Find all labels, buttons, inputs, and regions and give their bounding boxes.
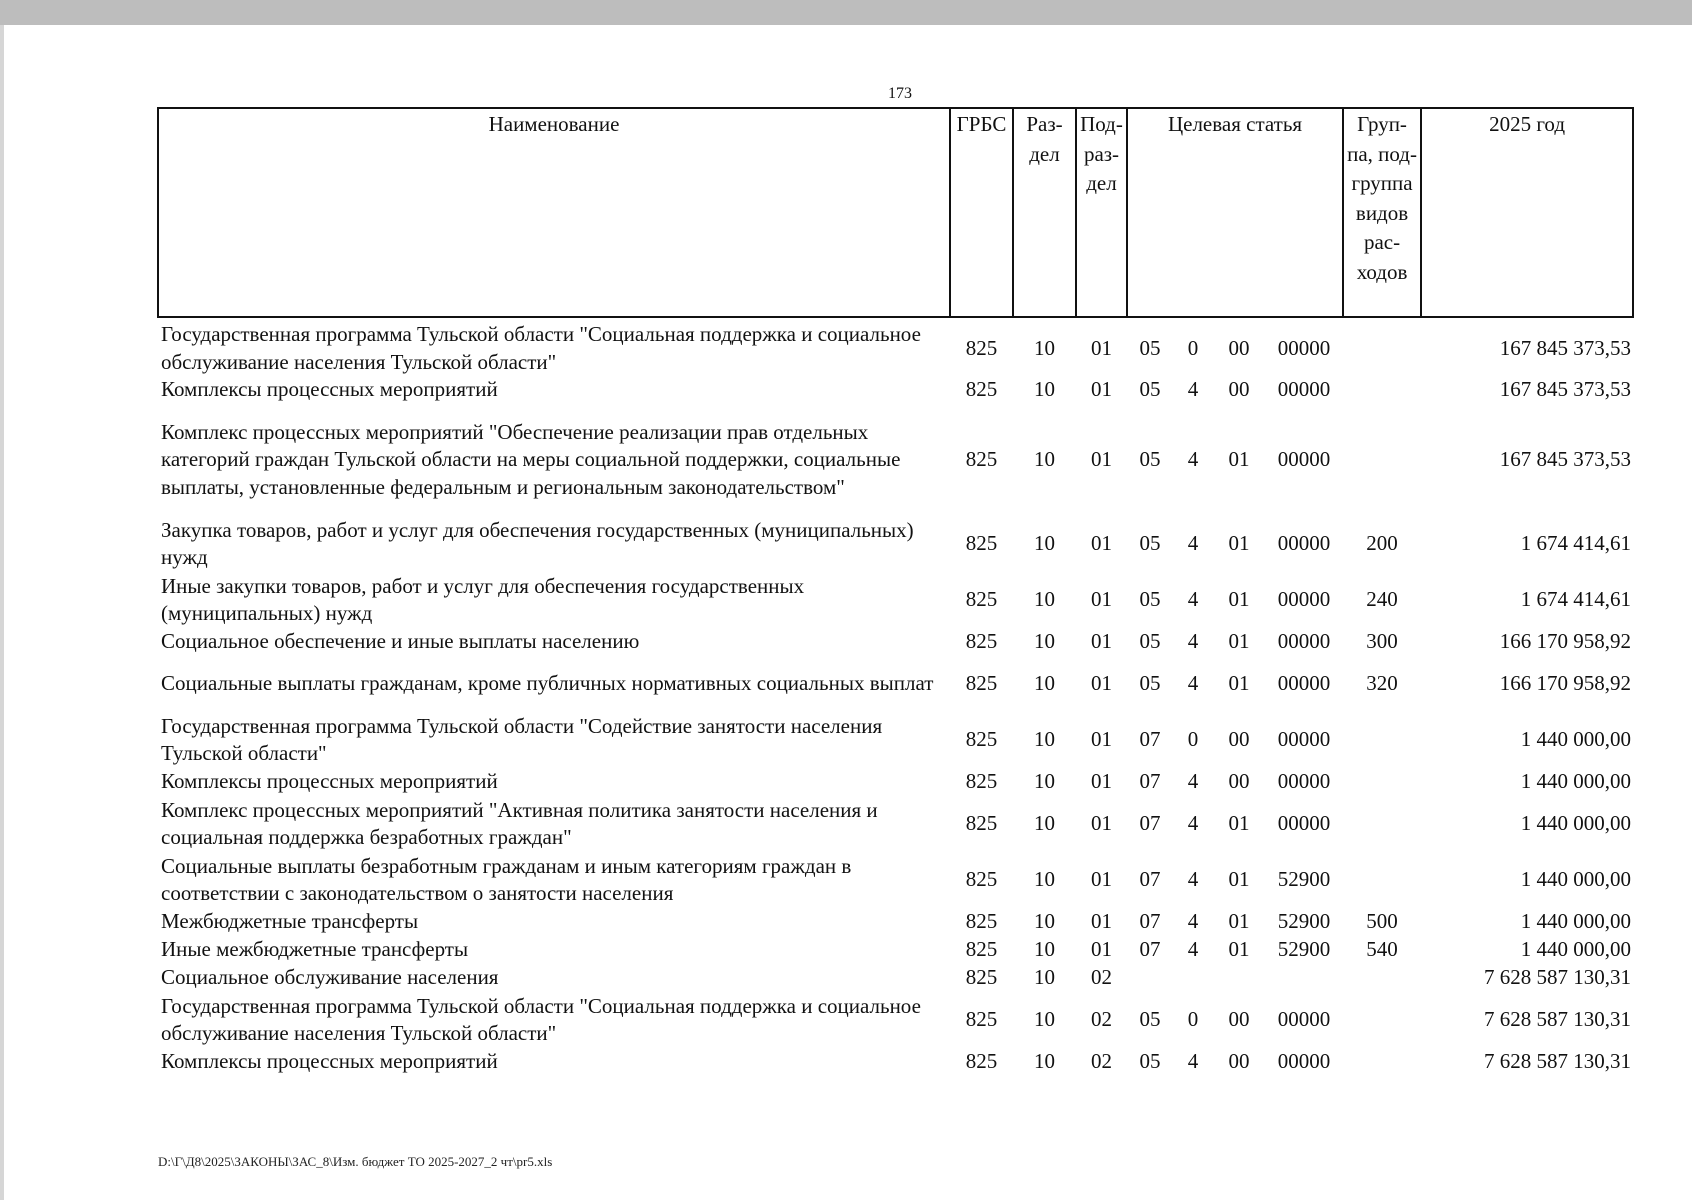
cell-target-program: 05 xyxy=(1139,447,1161,472)
cell-expense-group xyxy=(1343,852,1421,908)
cell-target-program: 05 xyxy=(1139,377,1161,402)
cell-name: Комплексы процессных мероприятий xyxy=(161,377,498,402)
cell-podrazdel: 01 xyxy=(1091,937,1112,962)
header-expense-group: Груп- па, под- группа видов рас- ходов xyxy=(1343,108,1421,317)
cell-podrazdel: 02 xyxy=(1091,965,1112,990)
table-body xyxy=(158,317,1633,1076)
cell-target-subprogram: 00 xyxy=(1228,1049,1250,1074)
cell-name: Комплексы процессных мероприятий xyxy=(161,769,498,794)
budget-table xyxy=(157,107,1634,1076)
cell-target-type: 4 xyxy=(1187,447,1199,472)
cell-amount: 166 170 958,92 xyxy=(1499,629,1632,654)
table-row xyxy=(158,852,1633,908)
cell-target-program: 07 xyxy=(1139,937,1161,962)
cell-grbs: 825 xyxy=(965,531,998,556)
cell-razdel: 10 xyxy=(1034,671,1055,696)
cell-podrazdel: 01 xyxy=(1091,629,1112,654)
cell-podrazdel: 01 xyxy=(1091,909,1112,934)
cell-target-program: 05 xyxy=(1139,1049,1161,1074)
cell-expense-group xyxy=(1343,1048,1421,1076)
cell-target-direction: 00000 xyxy=(1277,769,1331,794)
cell-target-direction: 00000 xyxy=(1277,727,1331,752)
cell-target-subprogram: 00 xyxy=(1228,727,1250,752)
table-row xyxy=(158,656,1633,712)
cell-grbs: 825 xyxy=(965,965,998,990)
cell-amount: 167 845 373,53 xyxy=(1499,447,1632,472)
cell-target-subprogram: 00 xyxy=(1228,377,1250,402)
table-row xyxy=(158,964,1633,992)
cell-target-program: 07 xyxy=(1139,811,1161,836)
header-grbs: ГРБС xyxy=(950,108,1013,317)
cell-target-subprogram: 01 xyxy=(1228,447,1250,472)
cell-target-type: 4 xyxy=(1187,587,1199,612)
cell-podrazdel: 01 xyxy=(1091,769,1112,794)
cell-name: Социальные выплаты безработным гражданам и иным категориям граждан в соответствии с законодательством о занятости населения xyxy=(161,853,852,905)
cell-grbs: 825 xyxy=(965,335,998,360)
cell-expense-group: 540 xyxy=(1366,937,1398,962)
cell-name: Государственная программа Тульской области "Социальная поддержка и социальное обслуживание населения Тульской области" xyxy=(161,993,921,1045)
cell-target-direction: 00000 xyxy=(1277,811,1331,836)
cell-razdel: 10 xyxy=(1034,727,1055,752)
cell-amount: 1 440 000,00 xyxy=(1520,811,1632,836)
cell-target-type: 4 xyxy=(1187,867,1199,892)
cell-target-direction: 00000 xyxy=(1277,447,1331,472)
cell-target-direction: 00000 xyxy=(1277,629,1331,654)
cell-amount: 166 170 958,92 xyxy=(1499,671,1632,696)
cell-expense-group: 500 xyxy=(1366,909,1398,934)
cell-target-subprogram: 00 xyxy=(1228,1007,1250,1032)
cell-expense-group xyxy=(1343,376,1421,404)
cell-podrazdel: 01 xyxy=(1091,671,1112,696)
cell-podrazdel: 01 xyxy=(1091,531,1112,556)
cell-grbs: 825 xyxy=(965,937,998,962)
table-row xyxy=(158,1048,1633,1076)
cell-grbs: 825 xyxy=(965,671,998,696)
cell-target-direction: 00000 xyxy=(1277,1007,1331,1032)
cell-amount: 1 440 000,00 xyxy=(1520,937,1632,962)
cell-podrazdel: 01 xyxy=(1091,335,1112,360)
cell-target-program: 07 xyxy=(1139,909,1161,934)
cell-target-subprogram: 00 xyxy=(1228,769,1250,794)
cell-expense-group xyxy=(1343,796,1421,852)
cell-target-program: 07 xyxy=(1139,727,1161,752)
cell-name: Социальные выплаты гражданам, кроме публичных нормативных социальных выплат xyxy=(161,671,934,696)
table-row xyxy=(158,796,1633,852)
cell-target-subprogram: 01 xyxy=(1228,909,1250,934)
cell-target-subprogram: 01 xyxy=(1228,937,1250,962)
cell-target-type xyxy=(1173,964,1213,992)
table-row xyxy=(158,768,1633,796)
cell-target-type: 4 xyxy=(1187,531,1199,556)
table-row xyxy=(158,628,1633,656)
cell-grbs: 825 xyxy=(965,447,998,472)
cell-name: Иные закупки товаров, работ и услуг для обеспечения государственных (муниципальных) нужд xyxy=(161,573,805,625)
table-row xyxy=(158,712,1633,768)
cell-target-type: 4 xyxy=(1187,629,1199,654)
header-target-article: Целевая статья xyxy=(1127,108,1343,317)
cell-razdel: 10 xyxy=(1034,867,1055,892)
cell-name: Закупка товаров, работ и услуг для обеспечения государственных (муниципальных) нужд xyxy=(161,517,914,569)
cell-razdel: 10 xyxy=(1034,937,1055,962)
cell-target-program: 05 xyxy=(1139,531,1161,556)
cell-razdel: 10 xyxy=(1034,587,1055,612)
cell-razdel: 10 xyxy=(1034,909,1055,934)
cell-amount: 7 628 587 130,31 xyxy=(1484,965,1632,990)
cell-target-type: 0 xyxy=(1187,335,1199,360)
cell-target-subprogram: 01 xyxy=(1228,671,1250,696)
cell-amount: 1 440 000,00 xyxy=(1520,867,1632,892)
cell-grbs: 825 xyxy=(965,1007,998,1032)
cell-target-type: 4 xyxy=(1187,671,1199,696)
cell-expense-group: 200 xyxy=(1366,531,1398,556)
table-row xyxy=(158,992,1633,1048)
table-row xyxy=(158,317,1633,376)
cell-razdel: 10 xyxy=(1034,965,1055,990)
cell-grbs: 825 xyxy=(965,769,998,794)
cell-target-subprogram: 01 xyxy=(1228,587,1250,612)
cell-amount: 167 845 373,53 xyxy=(1499,335,1632,360)
cell-podrazdel: 01 xyxy=(1091,727,1112,752)
table-row xyxy=(158,376,1633,404)
table-header-row xyxy=(158,108,1633,317)
cell-target-program: 05 xyxy=(1139,1007,1161,1032)
cell-target-type: 4 xyxy=(1187,769,1199,794)
cell-name: Социальное обслуживание населения xyxy=(161,965,499,990)
cell-target-direction: 52900 xyxy=(1277,867,1331,892)
cell-grbs: 825 xyxy=(965,629,998,654)
cell-expense-group: 320 xyxy=(1366,671,1398,696)
cell-target-direction xyxy=(1265,964,1343,992)
cell-razdel: 10 xyxy=(1034,1007,1055,1032)
cell-target-subprogram: 01 xyxy=(1228,629,1250,654)
cell-razdel: 10 xyxy=(1034,531,1055,556)
cell-target-type: 4 xyxy=(1187,909,1199,934)
cell-target-type: 4 xyxy=(1187,1049,1199,1074)
cell-target-direction: 00000 xyxy=(1277,335,1331,360)
cell-razdel: 10 xyxy=(1034,811,1055,836)
scan-left-edge xyxy=(0,25,4,1200)
cell-expense-group: 240 xyxy=(1366,587,1398,612)
cell-name: Государственная программа Тульской области "Содействие занятости населения Тульской области" xyxy=(161,713,883,765)
cell-podrazdel: 02 xyxy=(1091,1007,1112,1032)
cell-target-program: 07 xyxy=(1139,867,1161,892)
cell-target-direction: 00000 xyxy=(1277,671,1331,696)
footer-file-path: D:\Г\Д8\2025\ЗАКОНЫ\ЗАС_8\Изм. бюджет ТО 2025-2027_2 чт\pr5.xls xyxy=(158,1154,553,1169)
cell-expense-group xyxy=(1343,317,1421,376)
table-row xyxy=(158,572,1633,628)
cell-amount: 1 674 414,61 xyxy=(1520,587,1632,612)
cell-razdel: 10 xyxy=(1034,629,1055,654)
cell-amount: 167 845 373,53 xyxy=(1499,377,1632,402)
cell-target-type: 4 xyxy=(1187,377,1199,402)
scan-top-band xyxy=(0,0,1692,25)
table-row xyxy=(158,908,1633,936)
cell-razdel: 10 xyxy=(1034,769,1055,794)
cell-target-subprogram: 01 xyxy=(1228,531,1250,556)
cell-grbs: 825 xyxy=(965,909,998,934)
table-row xyxy=(158,516,1633,572)
cell-amount: 1 440 000,00 xyxy=(1520,909,1632,934)
cell-amount: 7 628 587 130,31 xyxy=(1484,1007,1632,1032)
cell-grbs: 825 xyxy=(965,587,998,612)
cell-target-type: 0 xyxy=(1187,727,1199,752)
cell-amount: 1 440 000,00 xyxy=(1520,769,1632,794)
cell-podrazdel: 01 xyxy=(1091,447,1112,472)
cell-target-direction: 52900 xyxy=(1277,909,1331,934)
cell-target-subprogram: 00 xyxy=(1228,335,1250,360)
cell-name: Государственная программа Тульской области "Социальная поддержка и социальное обслуживание населения Тульской области" xyxy=(161,322,921,374)
cell-amount: 7 628 587 130,31 xyxy=(1484,1049,1632,1074)
cell-name: Комплекс процессных мероприятий "Обеспечение реализации прав отдельных категорий граждан Тульской области на меры социальной поддержки, социальные выплаты, установленные федеральным и региональным законодательством" xyxy=(161,419,901,499)
cell-razdel: 10 xyxy=(1034,377,1055,402)
cell-expense-group xyxy=(1343,712,1421,768)
cell-expense-group xyxy=(1343,964,1421,992)
header-year-2025: 2025 год xyxy=(1421,108,1633,317)
cell-target-program xyxy=(1127,964,1173,992)
budget-table-wrapper xyxy=(157,107,1634,1076)
cell-razdel: 10 xyxy=(1034,335,1055,360)
cell-grbs: 825 xyxy=(965,1049,998,1074)
cell-name: Комплекс процессных мероприятий "Активная политика занятости населения и социальная поддержка безработных граждан" xyxy=(161,797,878,849)
cell-target-program: 05 xyxy=(1139,587,1161,612)
cell-razdel: 10 xyxy=(1034,447,1055,472)
cell-grbs: 825 xyxy=(965,867,998,892)
cell-podrazdel: 01 xyxy=(1091,867,1112,892)
cell-name: Межбюджетные трансферты xyxy=(161,909,419,934)
cell-razdel: 10 xyxy=(1034,1049,1055,1074)
table-row xyxy=(158,936,1633,964)
cell-target-subprogram: 01 xyxy=(1228,811,1250,836)
cell-expense-group: 300 xyxy=(1366,629,1398,654)
cell-target-direction: 00000 xyxy=(1277,377,1331,402)
page-number: 173 xyxy=(888,85,912,102)
cell-podrazdel: 02 xyxy=(1091,1049,1112,1074)
cell-expense-group xyxy=(1343,992,1421,1048)
cell-target-program: 05 xyxy=(1139,629,1161,654)
header-razdel: Раз- дел xyxy=(1013,108,1076,317)
cell-name: Социальное обеспечение и иные выплаты населению xyxy=(161,629,640,654)
cell-target-program: 05 xyxy=(1139,671,1161,696)
header-name: Наименование xyxy=(158,108,950,317)
cell-amount: 1 674 414,61 xyxy=(1520,531,1632,556)
cell-target-type: 4 xyxy=(1187,811,1199,836)
cell-podrazdel: 01 xyxy=(1091,811,1112,836)
cell-amount: 1 440 000,00 xyxy=(1520,727,1632,752)
cell-name: Комплексы процессных мероприятий xyxy=(161,1049,498,1074)
cell-target-direction: 00000 xyxy=(1277,1049,1331,1074)
cell-target-type: 0 xyxy=(1187,1007,1199,1032)
cell-target-subprogram: 01 xyxy=(1228,867,1250,892)
cell-grbs: 825 xyxy=(965,377,998,402)
cell-grbs: 825 xyxy=(965,811,998,836)
header-podrazdel: Под- раз- дел xyxy=(1076,108,1127,317)
cell-grbs: 825 xyxy=(965,727,998,752)
cell-podrazdel: 01 xyxy=(1091,587,1112,612)
cell-expense-group xyxy=(1343,404,1421,516)
cell-expense-group xyxy=(1343,768,1421,796)
cell-target-direction: 52900 xyxy=(1277,937,1331,962)
cell-target-direction: 00000 xyxy=(1277,531,1331,556)
cell-target-program: 05 xyxy=(1139,335,1161,360)
cell-name: Иные межбюджетные трансферты xyxy=(161,937,469,962)
cell-target-program: 07 xyxy=(1139,769,1161,794)
cell-target-direction: 00000 xyxy=(1277,587,1331,612)
cell-target-subprogram xyxy=(1213,964,1265,992)
cell-target-type: 4 xyxy=(1187,937,1199,962)
table-row xyxy=(158,404,1633,516)
cell-podrazdel: 01 xyxy=(1091,377,1112,402)
